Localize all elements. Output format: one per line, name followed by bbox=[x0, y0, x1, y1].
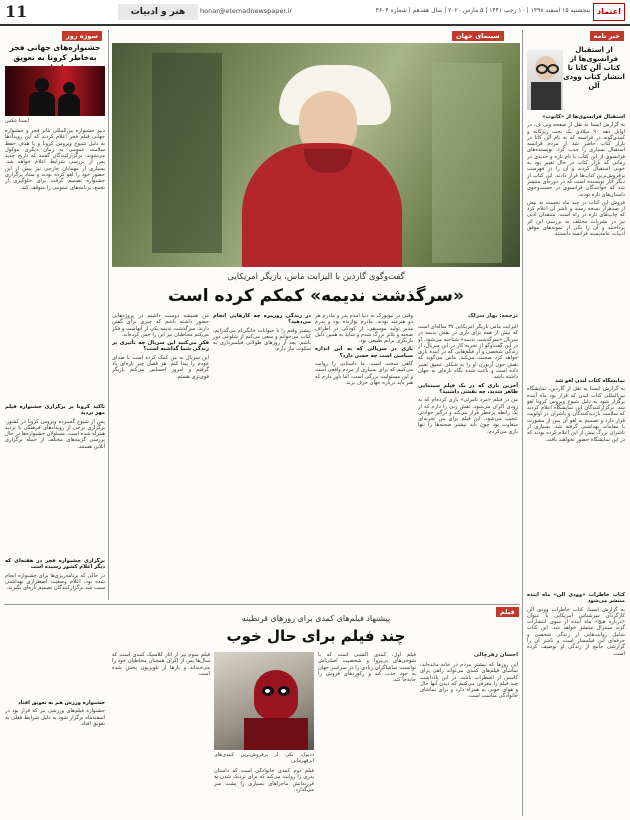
film-headline: چند فیلم برای حال خوب bbox=[226, 627, 406, 645]
feature-paragraph: گاهی سخت است. ما داستانی را روایت می‌کنیم که برای بسیاری از مردم واقعی است و این مسئولیت بزرگی است. اما باور دارم که هنر باید درباره جهان حرف بزند. bbox=[315, 361, 413, 386]
left-column-body bbox=[5, 700, 105, 816]
newspaper-logo: اعتماد bbox=[593, 3, 625, 21]
news-item-title: استقبال فرانسوی‌ها از «کاتوب» bbox=[542, 114, 625, 120]
news-item-text: پس از شیوع گسترده ویروس کرونا در کشور، برگزاری برخی از رویدادهای فرهنگی با تردید همراه شده است. مسئولان جشنواره‌ها در حال بررسی گزینه‌های مختلف از جمله برگزاری آنلاین هستند. bbox=[5, 418, 105, 450]
film-section-tag: فیلم bbox=[496, 607, 519, 617]
feature-headline: «سرگذشت ندیمه» کمکم کرده است bbox=[168, 286, 464, 306]
section-email[interactable]: honar@etemadnewspaper.ir bbox=[200, 7, 293, 15]
fajr-festival-photo bbox=[5, 66, 105, 116]
film-kicker: پیشنهاد فیلم‌های کمدی برای روزهای قرنطینه bbox=[241, 614, 391, 623]
interview-question: فکر می‌کنید این سریال چه تأثیری بر زندگی شما گذاشته است؟ bbox=[112, 340, 209, 353]
news-item-text: به گزارش ایسنا به نقل از گاردین، نمایشگاه بین‌المللی کتاب لندن که قرار بود ماه آینده برگزار شود به دلیل شیوع ویروس کرونا لغو شد. برگزارکنندگان این نمایشگاه اعلام کردند که سلامت بازدیدکنندگان و ناشران در اولویت قرار دارد و تصمیم به لغو آن پس از مشورت با مقامات بهداشتی گرفته شد. بسیاری از ناشران بزرگ پیش از این اعلام کرده بودند که در این نمایشگاه حضور نخواهند یافت. bbox=[527, 386, 625, 443]
column-rule bbox=[522, 30, 523, 816]
interview-question: در زندگی روزمره چه کارهایی انجام می‌دهید؟ bbox=[213, 313, 311, 326]
feature-column-4 bbox=[112, 313, 209, 600]
film-paragraph: فیلم سوم نیز از آثار کلاسیک کمدی است که سال‌ها پس از اکران همچنان مخاطبان خود را می‌خنداند و بارها از تلویزیون پخش شده است. bbox=[112, 652, 210, 677]
right-column-body bbox=[527, 592, 625, 814]
masthead bbox=[0, 0, 630, 26]
feature-byline: ترجمه: بهار سرلک bbox=[468, 313, 518, 319]
feature-paragraph: بیشتر وقتم را با حیوانات خانگی‌ام می‌گذرانم، کتاب می‌خوانم و سعی می‌کنم از شلوغی دور باشم. بعد از روزهای طولانی فیلمبرداری به سکوت نیاز دارم. bbox=[213, 327, 311, 353]
interview-question: بازی در سریالی که به این اندازه سیاسی است چه حسی دارد؟ bbox=[315, 346, 413, 359]
film-column-4 bbox=[112, 652, 210, 816]
left-column-body bbox=[5, 558, 105, 698]
left-column-body bbox=[5, 128, 105, 400]
feature-paragraph: من در فیلم «مرد نامرئی» بازی کرده‌ام که به زودی اکران می‌شود. نقش زنی را دارم که از یک رابطه پرخطر فرار می‌کند و درگیر حوادثی عجیب می‌شود. این فیلم برای من تجربه‌ای متفاوت بود چون باید بیشتر صحنه‌ها را تنها بازی می‌کردم. bbox=[418, 397, 518, 435]
feature-paragraph: من همیشه دوست داشتم در پروژه‌هایی حضور داشته باشم که چیزی برای گفتن دارند. سرگذشت ندیمه یکی از آنهاست و فکر می‌کنم مخاطبان نیز این را حس کرده‌اند. bbox=[112, 313, 209, 338]
film-column-1 bbox=[420, 662, 518, 816]
feature-column-1 bbox=[418, 324, 518, 600]
film-paragraph: فیلم دوم کمدی خانوادگی است که داستان پدری را روایت می‌کند که برای نزدیک شدن به فرزندانش ماجراهای بسیاری را پشت سر می‌گذارد. bbox=[214, 768, 314, 793]
film-column-3 bbox=[214, 768, 314, 816]
left-column-tag: سوژه روز bbox=[62, 31, 102, 41]
photo-caption: ایسنا‌ عکس bbox=[5, 118, 29, 124]
interview-question: آخرین باری که در یک فیلم سینمایی ظاهر شدید، چه نقشی داشتید؟ bbox=[418, 382, 518, 395]
center-section-tag: سینمای جهان bbox=[452, 31, 504, 41]
right-column-body bbox=[527, 378, 625, 588]
news-item-text: در حالی که برنامه‌ریزی‌ها برای جشنواره انجام شده بود، اعلام وضعیت اضطراری بهداشتی سبب شد برگزارکنندگان تصمیم تازه‌ای بگیرند. bbox=[5, 572, 105, 592]
news-item-text: به گزارش ایسنا، کتاب خاطرات وودی آلن کارگردان سرشناس آمریکایی با عنوان «درباره هیچ» ماه آینده از سوی انتشارات گرند سنترال منتشر خواهد شد. این کتاب شامل روایت‌هایی از زندگی شخصی و حرفه‌ای این فیلمساز است و ناشر آن را گزارشی جامع از زندگی او توصیف کرده است. bbox=[527, 606, 625, 657]
left-column-headline: جشنواره‌های جهانی فجر به‌خاطر کرونا به تعویق bbox=[9, 43, 101, 62]
left-column-body bbox=[5, 404, 105, 554]
film-column-2 bbox=[318, 652, 416, 816]
feature-column-2 bbox=[315, 313, 413, 600]
news-item-text: فروش این کتاب در چند ماه نخست به بیش از صدهزار نسخه رسید و ناشر آن اعلام کرد که چاپ‌های تازه در راه است. منتقدان ادبی نیز در نشریات مختلف به بررسی این اثر پرداختند و آن را یکی از نمونه‌های موفق ادبیات عامه‌پسند فرانسه دانستند. bbox=[527, 199, 625, 238]
deadpool-photo bbox=[214, 652, 314, 750]
news-item-title: کتاب خاطرات «وودی آلن» ماه آینده منتشر می‌شود bbox=[527, 592, 625, 605]
feature-column-3 bbox=[213, 313, 311, 600]
feature-kicker: گفت‌وگوی گاردین با الیزابت ماس، بازیگر امریکایی bbox=[227, 272, 405, 282]
section-title: هنر و ادبیات bbox=[118, 4, 198, 20]
right-column-body bbox=[527, 114, 625, 376]
news-item-text: به گزارش ایسنا به نقل از صفحه ونی ف، در اوایل دهه ۹۰ میلادی یک بحث زیرکانه و کمدی‌گونه در فرانسه که به نام آلن کاتا در بازار کتاب حاضر شد از مردم فرانسه استقبال بسیاری را جذب کرد. نویسنده‌های فرانسوی از این کتاب با نام تازه و جدیدی در زمانی که بازار کتاب در حال تغییر بود به خوبی استقبال کردند و آن را در فهرست پرفروش‌ترین کتاب‌ها قرار دادند. این کتاب از دیگر آثار نویسنده است که در دوره‌ای منتشر شد که خوانندگان فرانسوی در جست‌وجوی داستان‌های تازه بودند. bbox=[527, 122, 625, 198]
news-item-title: برگزاری جشنواره فجر در هفته‌ای که دیگر اعلام کشور رسیده است bbox=[5, 558, 105, 571]
photo-caption: ددپول، یکی از پرفروش‌ترین کمدی‌های ابرقهرمانی bbox=[214, 752, 314, 765]
news-item-title: جشنواره ورزش هم به تعویق افتاد bbox=[17, 700, 105, 706]
film-paragraph: فیلم اول، کمدی اکشنی است که با شوخی‌های بی‌پروا و شخصیت اصلی‌اش توانست تماشاگران زیادی را در سراسر جهان به خود جذب کند و رکوردهای فروش را جابه‌جا کند. bbox=[318, 652, 416, 684]
dateline: پنجشنبه ۱۵ اسفند ۱۳۹۸ | ۱۰ رجب ۱۴۴۱ | ۵ مارس ۲۰۲۰ | سال هفدهم | شماره ۴۶۰۴ bbox=[375, 7, 590, 14]
feature-paragraph: این سریال به من کمک کرده است تا صدای خودم را پیدا کنم. هر فصل چیز تازه‌ای یاد گرفتم و امروز احساس می‌کنم بازیگر قوی‌تری هستم. bbox=[112, 354, 209, 380]
right-column-tag: خبر نامه bbox=[590, 31, 625, 41]
woody-allen-photo bbox=[527, 50, 563, 110]
right-column-headline: از استقبال فرانسوی‌ها از کتاب آلن کاتا تا انتشار کتاب وودی آلن bbox=[563, 46, 625, 90]
feature-paragraph: الیزابت ماس بازیگر امریکایی ۳۷ ساله‌ای است که بیش از همه برای بازی در نقش ندیمه در سریال «سرگذشت ندیمه» شناخته می‌شود. او در این گفت‌وگو از تجربه کار در این سریال، از زندگی شخصی و از فیلم‌هایی که در آینده بازی خواهد کرد صحبت می‌کند. ماس می‌گوید که نقش جون آزبورن او را به شکلی عمیق تغییر داده است و باعث شده نگاه تازه‌ای به جهان داشته باشد. bbox=[418, 324, 518, 381]
film-byline: احسان زهرچالی bbox=[473, 652, 518, 658]
news-item-title: نمایشگاه کتاب لندن لغو شد bbox=[555, 378, 625, 384]
news-item-text: جشنواره فیلم‌های ورزشی نیز که قرار بود در اسفندماه برگزار شود به دلیل شرایط فعلی به تعویق افتاد. bbox=[5, 708, 105, 727]
feature-paragraph: وقتی در نیویورک به دنیا آمدم پدر و مادرم هر دو هنرمند بودند. مادرم نوازنده بود و پدرم مدیر تولید موسیقی. از کودکی در اطراف صحنه و تئاتر بزرگ شدم و شاید به همین دلیل بازیگری برایم طبیعی بود. bbox=[315, 313, 413, 345]
page-number: 11 bbox=[5, 2, 28, 21]
column-rule bbox=[108, 30, 109, 600]
news-item-title: تأکید کرونا بر برگزاری جشنواره فیلم مهر تردید bbox=[5, 404, 105, 417]
film-paragraph: این روزها که بیشتر مردم در خانه مانده‌اند، تماشای فیلم‌های کمدی می‌تواند راهی برای کاستن از اضطراب باشد. در این یادداشت چند فیلم را معرفی می‌کنیم که دیدن آنها حال و هوای خوبی به همراه دارد و برای تماشای خانوادگی مناسب است. bbox=[420, 662, 518, 700]
feature-photo-elisabeth-moss bbox=[112, 43, 520, 267]
news-item-text: دبیر جشنواره بین‌المللی تئاتر فجر و جشنواره جهانی فیلم فجر اعلام کردند که این رویدادها به دلیل شیوع ویروس کرونا و با هدف حفظ سلامت عمومی به زمان دیگری موکول می‌شوند. برگزارکنندگان گفتند که تاریخ جدید پس از بررسی شرایط اعلام خواهد شد. بسیاری از مهمانان خارجی نیز پیش از این حضور خود را لغو کرده بودند و ستاد برگزاری جشنواره تصمیم گرفت برای جلوگیری از تجمع، برنامه‌های عمومی را متوقف کند. bbox=[5, 128, 105, 191]
